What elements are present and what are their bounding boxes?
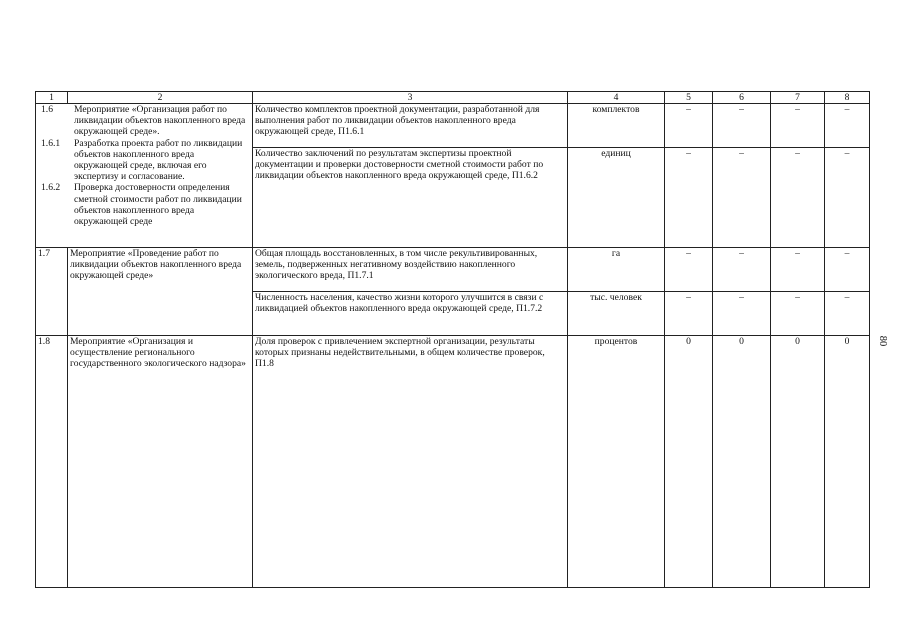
activity-name: Проверка достоверности определения сметной стоимости работ по ликвидации объектов накопленного вреда окружающей среде — [74, 182, 242, 228]
activity-number: 1.6 — [41, 104, 53, 115]
header-cell-5: 5 — [665, 92, 713, 104]
indicator-unit: комплектов — [568, 104, 665, 148]
activity-name: Мероприятие «Проведение работ по ликвидации объектов накопленного вреда окружающей среде» — [68, 248, 253, 336]
value-col-7: – — [771, 292, 825, 336]
header-cell-3: 3 — [253, 92, 568, 104]
value-col-6: – — [713, 104, 771, 148]
indicator-text: Количество комплектов проектной документации, разработанной для выполнения работ по ликвидации объектов накопленного вреда окружающей среде, П1.6.1 — [253, 104, 568, 148]
activity-entry — [38, 104, 250, 138]
value-col-8: – — [825, 248, 870, 292]
indicator-text: Общая площадь восстановленных, в том числе рекультивированных, земель, подверженных негативному воздействию накопленного экологического вреда, П1.7.1 — [253, 248, 568, 292]
page-number: 80 — [877, 335, 888, 347]
table-row — [36, 104, 870, 148]
activity-number: 1.6.1 — [41, 137, 61, 149]
value-col-6: – — [713, 148, 771, 248]
table-row — [36, 248, 870, 292]
value-col-8: – — [825, 148, 870, 248]
table-header-row — [36, 92, 870, 104]
indicator-unit: единиц — [568, 148, 665, 248]
activity-cell-1-6 — [36, 104, 253, 248]
activity-entry — [38, 138, 250, 183]
value-col-7: 0 — [771, 336, 825, 588]
value-col-6: – — [713, 292, 771, 336]
value-col-7: – — [771, 104, 825, 148]
header-cell-6: 6 — [713, 92, 771, 104]
header-cell-4: 4 — [568, 92, 665, 104]
activity-name: Разработка проекта работ по ликвидации объектов накопленного вреда окружающей среде, включая его экспертизу и согласование. — [74, 137, 243, 183]
header-cell-2: 2 — [68, 92, 253, 104]
value-col-7: – — [771, 248, 825, 292]
activity-number: 1.6.2 — [41, 182, 61, 194]
header-cell-1: 1 — [36, 92, 68, 104]
value-col-8: – — [825, 104, 870, 148]
indicator-unit: га — [568, 248, 665, 292]
indicator-unit: тыс. человек — [568, 292, 665, 336]
document-sheet — [35, 91, 869, 588]
table-row — [36, 336, 870, 588]
header-cell-8: 8 — [825, 92, 870, 104]
indicator-text: Количество заключений по результатам экспертизы проектной документации и проверки достоверности сметной стоимости работ по ликвидации объектов накопленного вреда окружающей среде, П1.6.2 — [253, 148, 568, 248]
value-col-5: – — [665, 148, 713, 248]
value-col-8: – — [825, 292, 870, 336]
indicator-table — [35, 91, 870, 588]
activity-number: 1.8 — [36, 336, 68, 588]
value-col-7: – — [771, 148, 825, 248]
value-col-5: 0 — [665, 336, 713, 588]
indicator-text: Численность населения, качество жизни которого улучшится в связи с ликвидацией объектов накопленного вреда окружающей среде, П1.7.2 — [253, 292, 568, 336]
activity-name: Мероприятие «Организация работ по ликвидации объектов накопленного вреда окружающей среде». — [74, 104, 246, 138]
value-col-6: 0 — [713, 336, 771, 588]
value-col-5: – — [665, 248, 713, 292]
indicator-text: Доля проверок с привлечением экспертной организации, результаты которых признаны недействительными, в общем количестве проверок, П1.8 — [253, 336, 568, 588]
value-col-5: – — [665, 292, 713, 336]
activity-entry — [38, 182, 250, 227]
activity-number: 1.7 — [36, 248, 68, 336]
indicator-unit: процентов — [568, 336, 665, 588]
value-col-8: 0 — [825, 336, 870, 588]
header-cell-7: 7 — [771, 92, 825, 104]
value-col-6: – — [713, 248, 771, 292]
activity-name: Мероприятие «Организация и осуществление регионального государственного экологического надзора» — [68, 336, 253, 588]
value-col-5: – — [665, 104, 713, 148]
